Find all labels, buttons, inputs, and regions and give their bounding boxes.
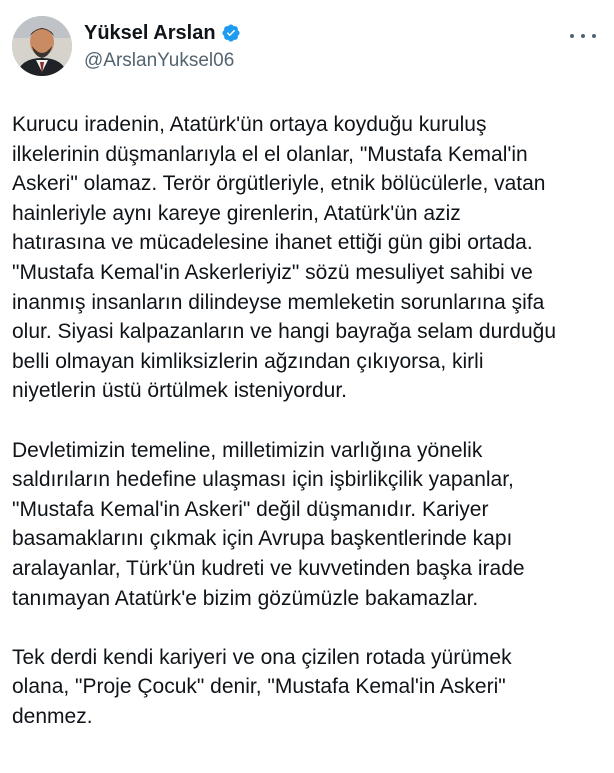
text-line: inanmış insanların dilindeyse memleketin sorunlarına şifa xyxy=(12,290,545,314)
text-line: hatırasına ve mücadelesine ihanet ettiği gün gibi ortada. xyxy=(12,231,533,255)
text-line: tanımayan Atatürk'e bizim gözümüzle bakamazlar. xyxy=(12,586,479,610)
text-line: aralayanlar, Türk'ün kudreti ve kuvvetinden başka irade xyxy=(12,556,525,580)
text-line: olana, "Proje Çocuk" denir, "Mustafa Kemal'in Askeri" xyxy=(12,675,506,699)
more-horizontal-icon[interactable] xyxy=(570,30,596,42)
author-handle[interactable]: @ArslanYuksel06 xyxy=(84,50,235,71)
text-line: Kurucu iradenin, Atatürk'ün ortaya koyduğu kuruluş xyxy=(12,113,487,136)
author-names xyxy=(84,20,241,74)
tweet-paragraph-2 xyxy=(12,436,604,614)
tweet-paragraph-1 xyxy=(12,110,604,406)
text-line: denmez. xyxy=(12,704,93,728)
text-line: niyetlerin üstü örtülmek isteniyordur. xyxy=(12,379,347,403)
text-line: olur. Siyasi kalpazanların ve hangi bayrağa selam durduğu xyxy=(12,320,557,344)
text-line: "Mustafa Kemal'in Askerleriyiz" sözü mesuliyet sahibi ve xyxy=(12,260,533,284)
text-line: Tek derdi kendi kariyeri ve ona çizilen rotada yürümek xyxy=(12,645,512,669)
avatar[interactable] xyxy=(12,16,72,76)
text-line: hainleriyle aynı kareye girenlerin, Atatürk'ün aziz xyxy=(12,201,461,225)
text-line: belli olmayan kimliksizlerin ağzından çıkıyorsa, kirli xyxy=(12,349,484,373)
tweet-paragraph-3 xyxy=(12,643,604,732)
text-line: Devletimizin temeline, milletimizin varlığına yönelik xyxy=(12,438,483,462)
text-line: saldırıların hedefine ulaşması için işbirlikçilik yapanlar, xyxy=(12,468,514,492)
text-line: basamaklarını çıkmak için Avrupa başkentlerinde kapı xyxy=(12,527,513,551)
display-name[interactable]: Yüksel Arslan xyxy=(84,22,216,44)
name-row xyxy=(84,20,241,46)
tweet-text xyxy=(12,110,604,761)
profile-photo-icon xyxy=(12,16,72,76)
verified-badge-icon xyxy=(221,23,241,43)
text-line: ilkelerinin düşmanlarıyla el el olanlar, "Mustafa Kemal'in xyxy=(12,142,528,166)
text-line: "Mustafa Kemal'in Askeri" değil düşmanıdır. Kariyer xyxy=(12,497,489,521)
text-line: Askeri" olamaz. Terör örgütleriyle, etnik bölücülerle, vatan xyxy=(12,172,546,196)
tweet-header xyxy=(12,14,602,78)
